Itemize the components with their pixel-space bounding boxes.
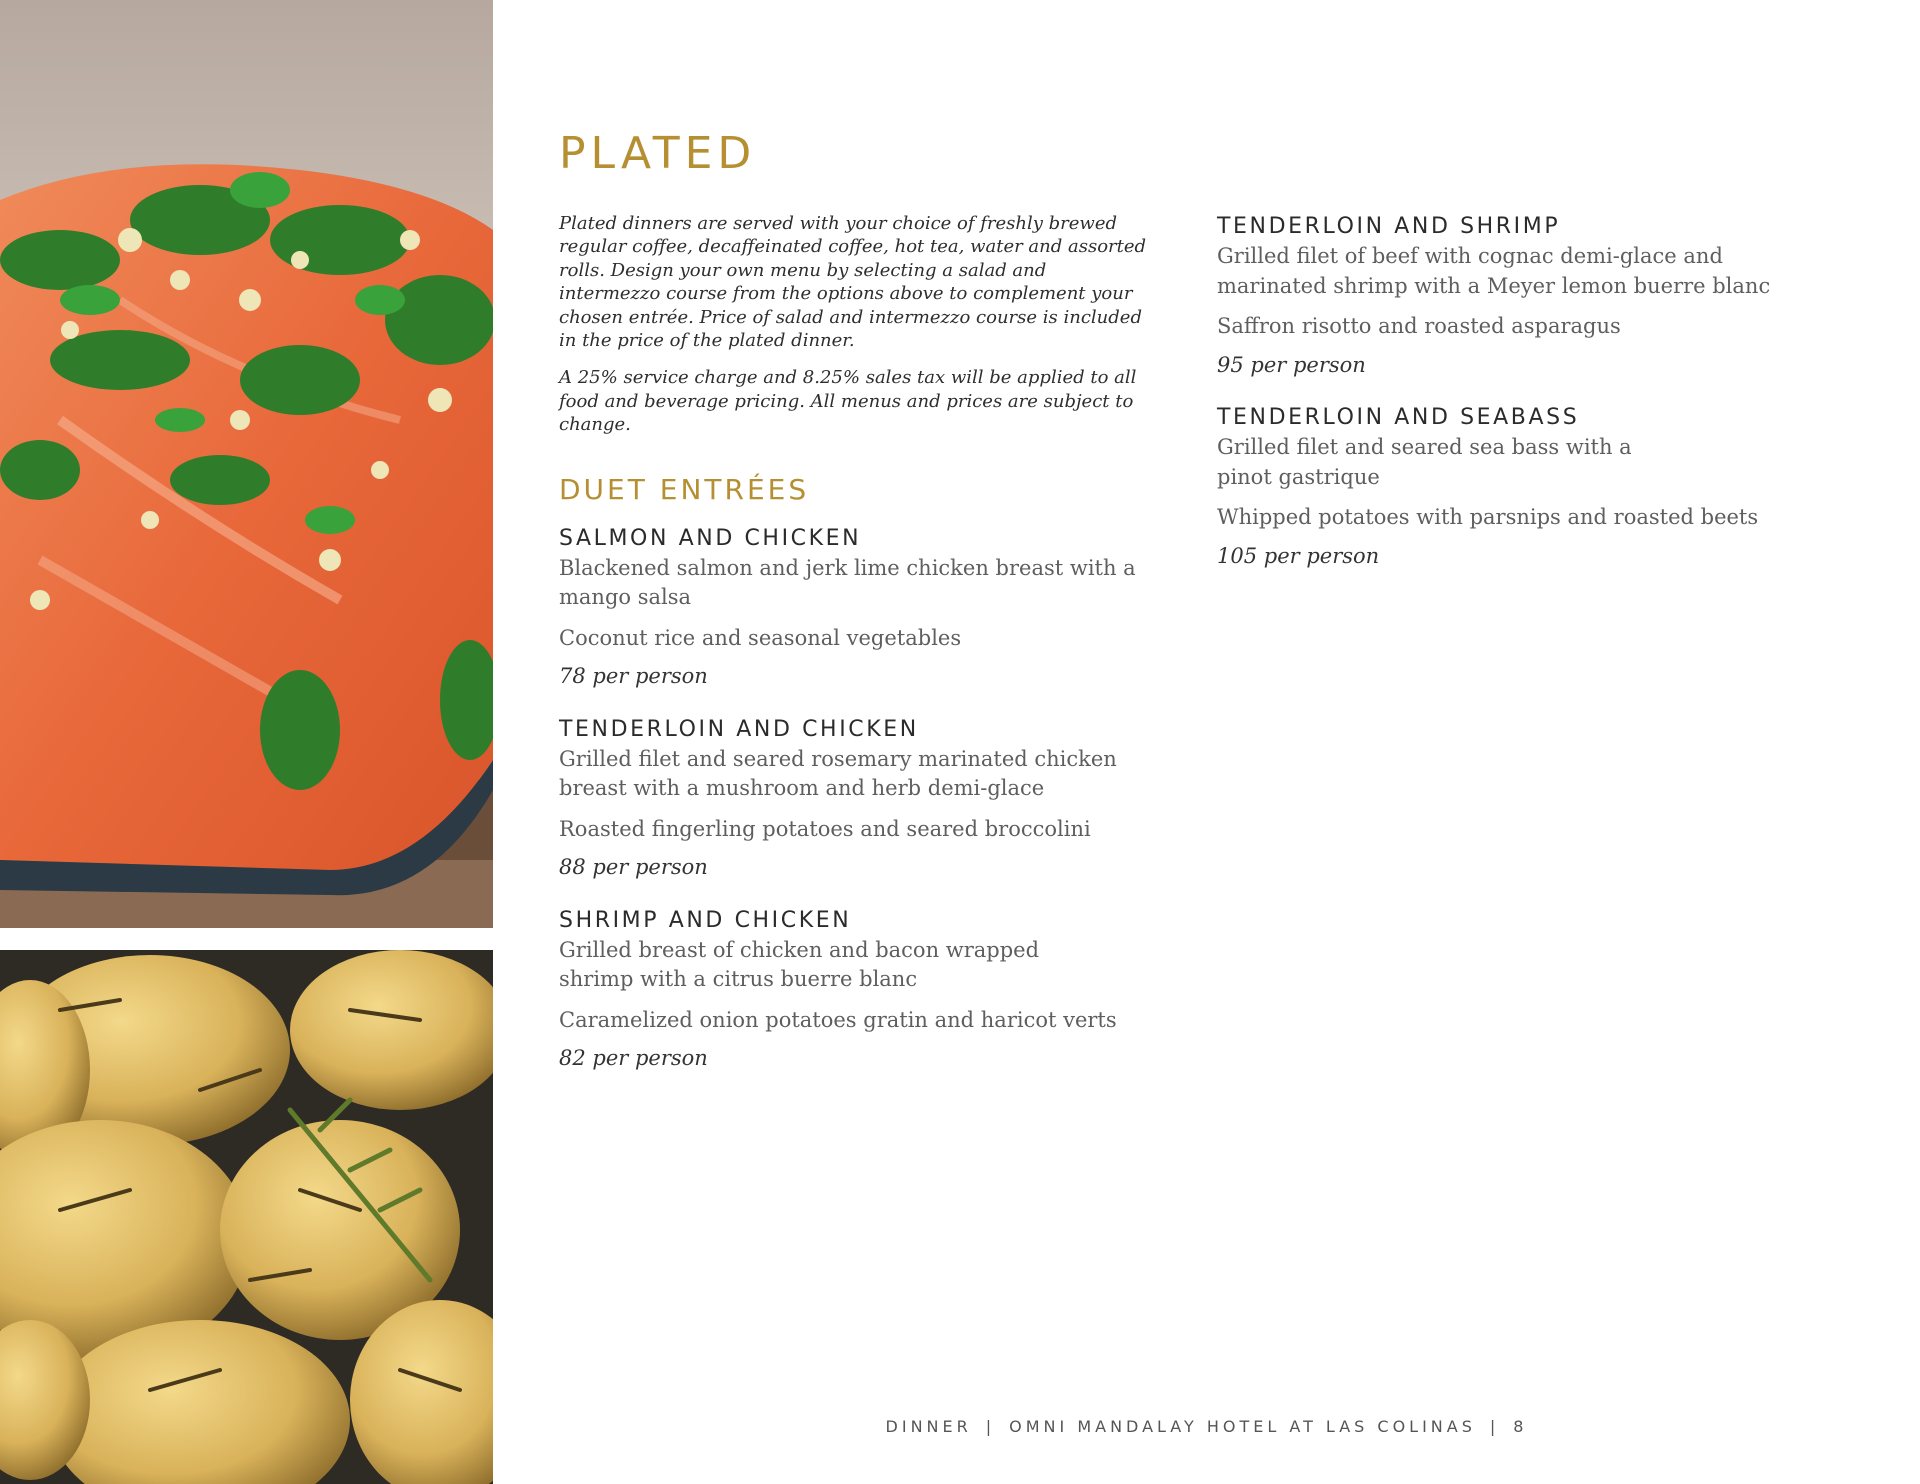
menu-item-price: 105 per person <box>1217 543 1380 568</box>
menu-item-price: 88 per person <box>559 855 708 880</box>
menu-item-price: 82 per person <box>559 1046 708 1071</box>
menu-item-name: SALMON AND CHICKEN <box>559 525 862 551</box>
salmon-photo <box>0 0 493 928</box>
footer-separator: | <box>985 1417 996 1436</box>
right-column <box>1217 212 1817 594</box>
footer-hotel-name: OMNI MANDALAY HOTEL AT LAS COLINAS <box>1009 1417 1476 1436</box>
salmon-illustration <box>0 0 493 928</box>
menu-item <box>1217 403 1817 571</box>
footer-separator: | <box>1489 1417 1500 1436</box>
intro-paragraph: Plated dinners are served with your choice of freshly brewed regular coffee, decaffeinated coffee, hot tea, water and assorted rolls. Design your own menu by selecting a salad and intermezzo course from the options above to complement your chosen entrée. Price of salad and intermezzo course is included in the price of the plated dinner. <box>559 213 1147 352</box>
menu-item <box>1217 212 1817 380</box>
menu-item <box>559 524 1159 692</box>
section-title: DUET ENTRÉES <box>559 472 810 506</box>
menu-item <box>559 715 1159 883</box>
page-footer <box>493 1417 1920 1436</box>
menu-item-sides: Saffron risotto and roasted asparagus <box>1217 314 1621 338</box>
menu-item-description: Grilled breast of chicken and bacon wrapped shrimp with a citrus buerre blanc <box>559 937 1040 992</box>
menu-item-name: TENDERLOIN AND SHRIMP <box>1217 214 1561 239</box>
menu-item-sides: Roasted fingerling potatoes and seared broccolini <box>559 816 1091 841</box>
page-number: 8 <box>1513 1417 1528 1436</box>
menu-item-sides: Whipped potatoes with parsnips and roasted beets <box>1217 505 1759 529</box>
menu-item-name: TENDERLOIN AND CHICKEN <box>559 716 919 742</box>
menu-item-sides: Caramelized onion potatoes gratin and haricot verts <box>559 1007 1117 1032</box>
service-charge-note: A 25% service charge and 8.25% sales tax will be applied to all food and beverage pricing. All menus and prices are subject to change. <box>559 367 1137 436</box>
menu-item-sides: Coconut rice and seasonal vegetables <box>559 625 962 650</box>
left-column <box>559 212 1159 1097</box>
menu-item-description: Grilled filet of beef with cognac demi-glace and marinated shrimp with a Meyer lemon buerre blanc <box>1217 244 1771 298</box>
page-title: PLATED <box>559 128 757 179</box>
menu-item-description: Grilled filet and seared sea bass with a pinot gastrique <box>1217 435 1632 489</box>
footer-section: DINNER <box>885 1417 972 1436</box>
menu-item-description: Grilled filet and seared rosemary marinated chicken breast with a mushroom and herb demi-glace <box>559 746 1117 801</box>
menu-item-price: 78 per person <box>559 664 708 689</box>
menu-item-name: TENDERLOIN AND SEABASS <box>1217 405 1580 430</box>
menu-item-price: 95 per person <box>1217 352 1366 377</box>
menu-item <box>559 906 1159 1074</box>
menu-item-name: SHRIMP AND CHICKEN <box>559 907 852 933</box>
potatoes-photo <box>0 950 493 1484</box>
potatoes-illustration <box>0 950 493 1484</box>
menu-item-description: Blackened salmon and jerk lime chicken breast with a mango salsa <box>559 555 1136 610</box>
